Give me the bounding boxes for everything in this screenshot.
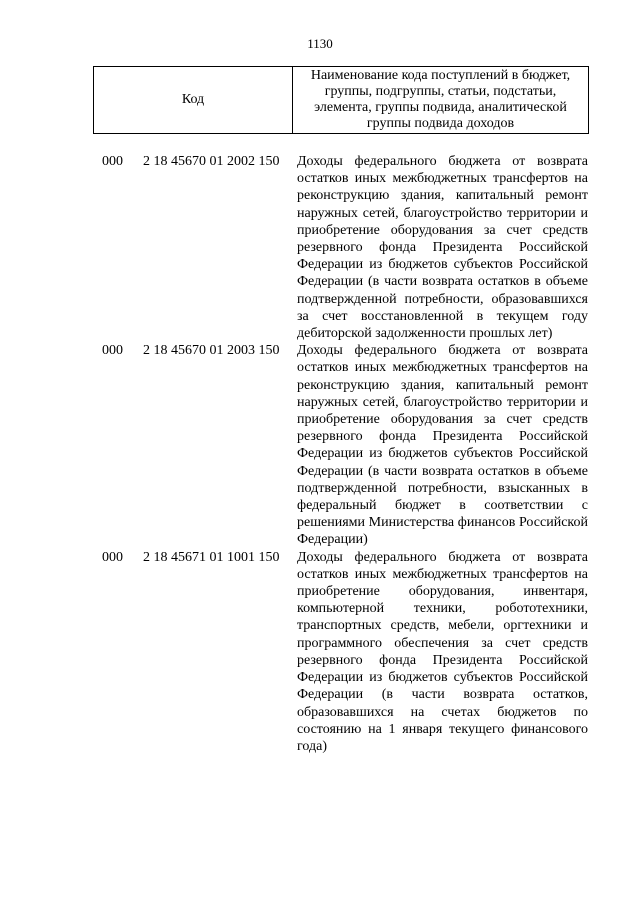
revenue-description: Доходы федерального бюджета от возврата остатков иных межбюджетных трансфертов на реконструкцию здания, капитальный ремонт наружных сетей, благоустройство территории и приобретение оборудования за счет средств резервного фонда Президента Российской Федерации из бюджетов субъектов Российской Федерации (в части возврата остатков в объеме подтвержденной потребности, взысканных в федеральный бюджет в соответствии с решениями Министерства финансов Российской Федерации): [297, 343, 588, 548]
admin-code: 000: [102, 549, 123, 565]
table-body: [0, 153, 640, 755]
table-row: [0, 153, 640, 342]
revenue-description: Доходы федерального бюджета от возврата остатков иных межбюджетных трансфертов на реконструкцию здания, капитальный ремонт наружных сетей, благоустройство территории и приобретение оборудования за счет средств резервного фонда Президента Российской Федерации из бюджетов субъектов Российской Федерации (в части возврата остатков в объеме подтвержденной потребности, образовавшихся за счет восстановленной в текущем году дебиторской задолженности прошлых лет): [297, 154, 588, 342]
revenue-code: 2 18 45670 01 2003 150: [143, 343, 280, 359]
revenue-code: 2 18 45671 01 1001 150: [143, 549, 280, 565]
page-number: 1130: [307, 36, 333, 51]
admin-code: 000: [102, 154, 123, 169]
table-row: [0, 549, 640, 755]
table-row: [0, 342, 640, 548]
revenue-code: 2 18 45670 01 2002 150: [143, 154, 280, 169]
table-header: [93, 66, 589, 134]
revenue-description: Доходы федерального бюджета от возврата остатков иных межбюджетных трансфертов на приобретение оборудования, инвентаря, компьютерной техники, робототехники, транспортных средств, мебели, оргтехники и программного обеспечения за счет средств резервного фонда Президента Российской Федерации из бюджетов субъектов Российской Федерации (в части возврата остатков, образовавшихся на счетах бюджетов по состоянию на 1 января текущего финансового года): [297, 549, 588, 754]
header-name-cell: Наименование кода поступлений в бюджет, группы, подгруппы, статьи, подстатьи, элемента, группы подвида, аналитической группы подвида доходов: [310, 68, 571, 131]
header-code-cell: Код: [94, 67, 293, 133]
admin-code: 000: [102, 343, 123, 359]
